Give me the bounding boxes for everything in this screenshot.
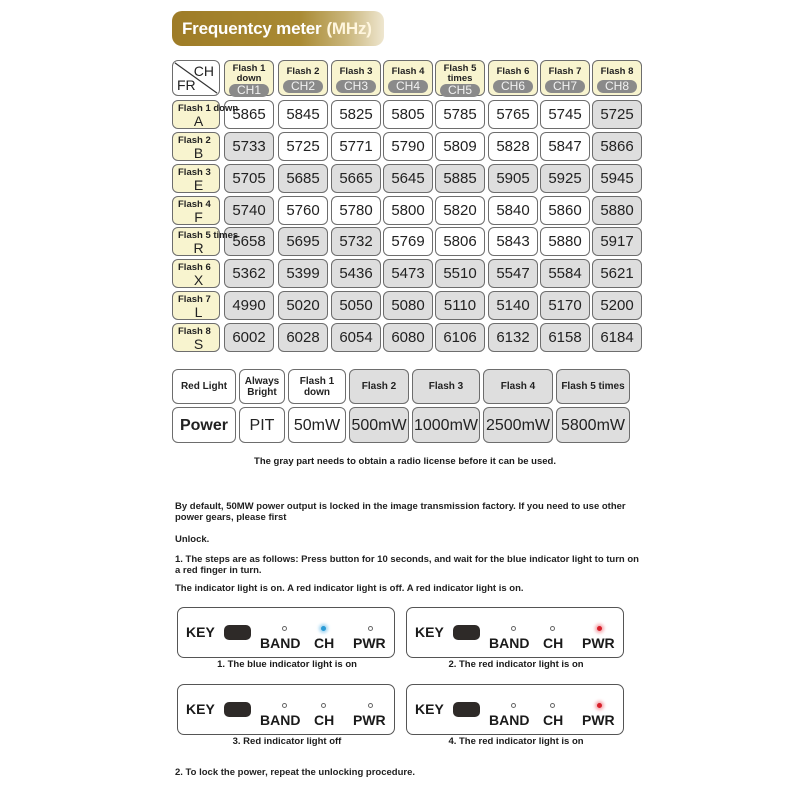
column-header-ch1	[224, 60, 274, 96]
corner-ch-label: CH	[193, 63, 214, 79]
corner-fr-label: FR	[177, 77, 196, 93]
step2-text: 2. To lock the power, repeat the unlocking procedure.	[175, 767, 416, 778]
column-header-ch5	[435, 60, 485, 96]
frequency-cell: 5790	[383, 132, 433, 161]
frequency-cell: 6080	[383, 323, 433, 352]
frequency-cell: 5805	[383, 100, 433, 129]
frequency-cell: 5800	[383, 196, 433, 225]
title-banner	[172, 11, 384, 46]
frequency-cell: 5845	[278, 100, 328, 129]
sequence-text: The indicator light is on. A red indicator light is off. A red indicator light is on.	[175, 583, 524, 594]
led-pwr-icon	[368, 703, 373, 708]
frequency-cell: 5880	[592, 196, 642, 225]
key-label: KEY	[415, 701, 444, 717]
frequency-cell: 5865	[224, 100, 274, 129]
frequency-cell: 5080	[383, 291, 433, 320]
frequency-cell: 5769	[383, 227, 433, 256]
column-flash-label: Flash 3	[339, 66, 373, 77]
frequency-cell: 5847	[540, 132, 590, 161]
frequency-cell: 5645	[383, 164, 433, 193]
power-header-cell: Always Bright	[239, 369, 285, 404]
frequency-cell: 5050	[331, 291, 381, 320]
led-ch-icon	[321, 703, 326, 708]
power-header-cell: Flash 2	[349, 369, 409, 404]
column-header-ch4	[383, 60, 433, 96]
column-header-ch6	[488, 60, 538, 96]
channel-pill: CH1	[229, 84, 269, 97]
frequency-cell: 5771	[331, 132, 381, 161]
frequency-cell: 5843	[488, 227, 538, 256]
frequency-cell: 5473	[383, 259, 433, 288]
frequency-cell: 5399	[278, 259, 328, 288]
channel-pill: CH6	[493, 80, 533, 93]
column-flash-label: Flash 8	[600, 66, 634, 77]
unlock-text: Unlock.	[175, 534, 210, 545]
frequency-cell: 5020	[278, 291, 328, 320]
column-flash-label: Flash 4	[391, 66, 425, 77]
indicator-panel-3	[177, 684, 395, 735]
channel-pill: CH8	[597, 80, 637, 93]
band-code: X	[193, 272, 204, 288]
frequency-cell: 5820	[435, 196, 485, 225]
frequency-cell: 5885	[435, 164, 485, 193]
band-code: F	[194, 209, 203, 225]
default-lock-text: By default, 50MW power output is locked in the image transmission factory. If you need to use other power gears, please first	[175, 501, 626, 523]
power-header-cell: Red Light	[172, 369, 236, 404]
power-header-cell: Flash 3	[412, 369, 480, 404]
table-corner	[172, 60, 220, 96]
row-flash-label: Flash 3	[178, 167, 211, 178]
row-header-f	[172, 196, 220, 225]
key-button	[224, 702, 251, 717]
frequency-cell: 5665	[331, 164, 381, 193]
label-band: BAND	[260, 635, 301, 651]
column-flash-label: Flash 2	[286, 66, 320, 77]
frequency-cell: 5760	[278, 196, 328, 225]
row-header-x	[172, 259, 220, 288]
column-header-ch7	[540, 60, 590, 96]
frequency-cell: 5725	[592, 100, 642, 129]
frequency-cell: 5866	[592, 132, 642, 161]
row-flash-label: Flash 7	[178, 294, 211, 305]
channel-pill: CH5	[440, 84, 480, 97]
band-code: R	[193, 240, 204, 256]
frequency-cell: 6106	[435, 323, 485, 352]
row-header-l	[172, 291, 220, 320]
frequency-cell: 5436	[331, 259, 381, 288]
band-code: S	[193, 336, 204, 352]
led-ch-icon	[321, 626, 326, 631]
frequency-cell: 5705	[224, 164, 274, 193]
frequency-cell: 5733	[224, 132, 274, 161]
led-band-icon	[511, 703, 516, 708]
frequency-cell: 5828	[488, 132, 538, 161]
key-label: KEY	[415, 624, 444, 640]
frequency-cell: 5765	[488, 100, 538, 129]
row-header-b	[172, 132, 220, 161]
frequency-cell: 5140	[488, 291, 538, 320]
frequency-cell: 5695	[278, 227, 328, 256]
frequency-cell: 5732	[331, 227, 381, 256]
frequency-cell: 5809	[435, 132, 485, 161]
frequency-cell: 5362	[224, 259, 274, 288]
column-flash-label: Flash 1 down	[232, 63, 266, 84]
frequency-cell: 5170	[540, 291, 590, 320]
frequency-cell: 5584	[540, 259, 590, 288]
license-note: The gray part needs to obtain a radio license before it can be used.	[254, 456, 556, 467]
panel-caption: 2. The red indicator light is on	[448, 659, 584, 670]
key-button	[453, 702, 480, 717]
label-pwr: PWR	[582, 712, 615, 728]
band-code: B	[193, 145, 204, 161]
column-header-ch2	[278, 60, 328, 96]
power-header-cell: Flash 5 times	[556, 369, 630, 404]
column-flash-label: Flash 5 times	[443, 63, 477, 84]
key-label: KEY	[186, 624, 215, 640]
key-label: KEY	[186, 701, 215, 717]
frequency-cell: 5860	[540, 196, 590, 225]
power-row-label: Power	[172, 407, 236, 443]
power-header-cell: Flash 4	[483, 369, 553, 404]
label-ch: CH	[543, 712, 564, 728]
panel-caption: 1. The blue indicator light is on	[217, 659, 357, 670]
row-flash-label: Flash 6	[178, 262, 211, 273]
row-header-s	[172, 323, 220, 352]
column-flash-label: Flash 7	[548, 66, 582, 77]
frequency-cell: 5658	[224, 227, 274, 256]
led-pwr-icon	[368, 626, 373, 631]
channel-pill: CH4	[388, 80, 428, 93]
frequency-cell: 6028	[278, 323, 328, 352]
led-ch-icon	[550, 626, 555, 631]
row-flash-label: Flash 5 times	[178, 230, 239, 241]
frequency-cell: 5825	[331, 100, 381, 129]
frequency-cell: 6184	[592, 323, 642, 352]
frequency-cell: 5925	[540, 164, 590, 193]
label-ch: CH	[314, 635, 335, 651]
frequency-cell: 5945	[592, 164, 642, 193]
power-value-cell: 500mW	[349, 407, 409, 443]
frequency-cell: 5740	[224, 196, 274, 225]
frequency-cell: 5685	[278, 164, 328, 193]
band-code: E	[193, 177, 204, 193]
led-pwr-icon	[597, 626, 602, 631]
label-pwr: PWR	[353, 635, 386, 651]
column-header-ch3	[331, 60, 381, 96]
power-value-cell: 50mW	[288, 407, 346, 443]
frequency-cell: 5840	[488, 196, 538, 225]
label-band: BAND	[489, 712, 530, 728]
frequency-cell: 5725	[278, 132, 328, 161]
row-flash-label: Flash 4	[178, 199, 211, 210]
led-band-icon	[511, 626, 516, 631]
band-code: L	[194, 304, 203, 320]
label-pwr: PWR	[353, 712, 386, 728]
indicator-panel-4	[406, 684, 624, 735]
frequency-cell: 5621	[592, 259, 642, 288]
column-flash-label: Flash 6	[496, 66, 530, 77]
key-button	[453, 625, 480, 640]
led-pwr-icon	[597, 703, 602, 708]
frequency-cell: 5547	[488, 259, 538, 288]
title-text: Frequentcy meter	[182, 18, 322, 38]
frequency-cell: 5905	[488, 164, 538, 193]
frequency-cell: 5745	[540, 100, 590, 129]
panel-caption: 4. The red indicator light is on	[448, 736, 584, 747]
channel-pill: CH2	[283, 80, 323, 93]
led-band-icon	[282, 626, 287, 631]
frequency-cell: 5806	[435, 227, 485, 256]
frequency-cell: 6002	[224, 323, 274, 352]
step1-text: 1. The steps are as follows: Press button for 10 seconds, and wait for the blue indicator light to turn on a red finger in turn.	[175, 554, 639, 576]
frequency-cell: 5110	[435, 291, 485, 320]
row-header-r	[172, 227, 239, 256]
frequency-cell: 5917	[592, 227, 642, 256]
led-band-icon	[282, 703, 287, 708]
row-flash-label: Flash 1 down	[178, 103, 239, 114]
label-ch: CH	[314, 712, 335, 728]
frequency-cell: 5510	[435, 259, 485, 288]
frequency-cell: 5200	[592, 291, 642, 320]
frequency-cell: 5780	[331, 196, 381, 225]
row-flash-label: Flash 8	[178, 326, 211, 337]
row-header-a	[172, 100, 239, 129]
power-value-cell: 1000mW	[412, 407, 480, 443]
frequency-cell: 6158	[540, 323, 590, 352]
led-ch-icon	[550, 703, 555, 708]
label-band: BAND	[489, 635, 530, 651]
panel-caption: 3. Red indicator light off	[232, 736, 342, 747]
frequency-cell: 5880	[540, 227, 590, 256]
title-unit: (MHz)	[326, 18, 372, 38]
frequency-cell: 5785	[435, 100, 485, 129]
indicator-panel-1	[177, 607, 395, 658]
power-value-cell: 2500mW	[483, 407, 553, 443]
frequency-cell: 4990	[224, 291, 274, 320]
key-button	[224, 625, 251, 640]
row-flash-label: Flash 2	[178, 135, 211, 146]
power-value-cell: 5800mW	[556, 407, 630, 443]
label-pwr: PWR	[582, 635, 615, 651]
frequency-cell: 6132	[488, 323, 538, 352]
row-header-e	[172, 164, 220, 193]
power-header-cell: Flash 1 down	[288, 369, 346, 404]
column-header-ch8	[592, 60, 642, 96]
channel-pill: CH7	[545, 80, 585, 93]
channel-pill: CH3	[336, 80, 376, 93]
label-band: BAND	[260, 712, 301, 728]
indicator-panel-2	[406, 607, 624, 658]
band-code: A	[193, 113, 204, 129]
label-ch: CH	[543, 635, 564, 651]
frequency-cell: 6054	[331, 323, 381, 352]
power-value-cell: PIT	[239, 407, 285, 443]
